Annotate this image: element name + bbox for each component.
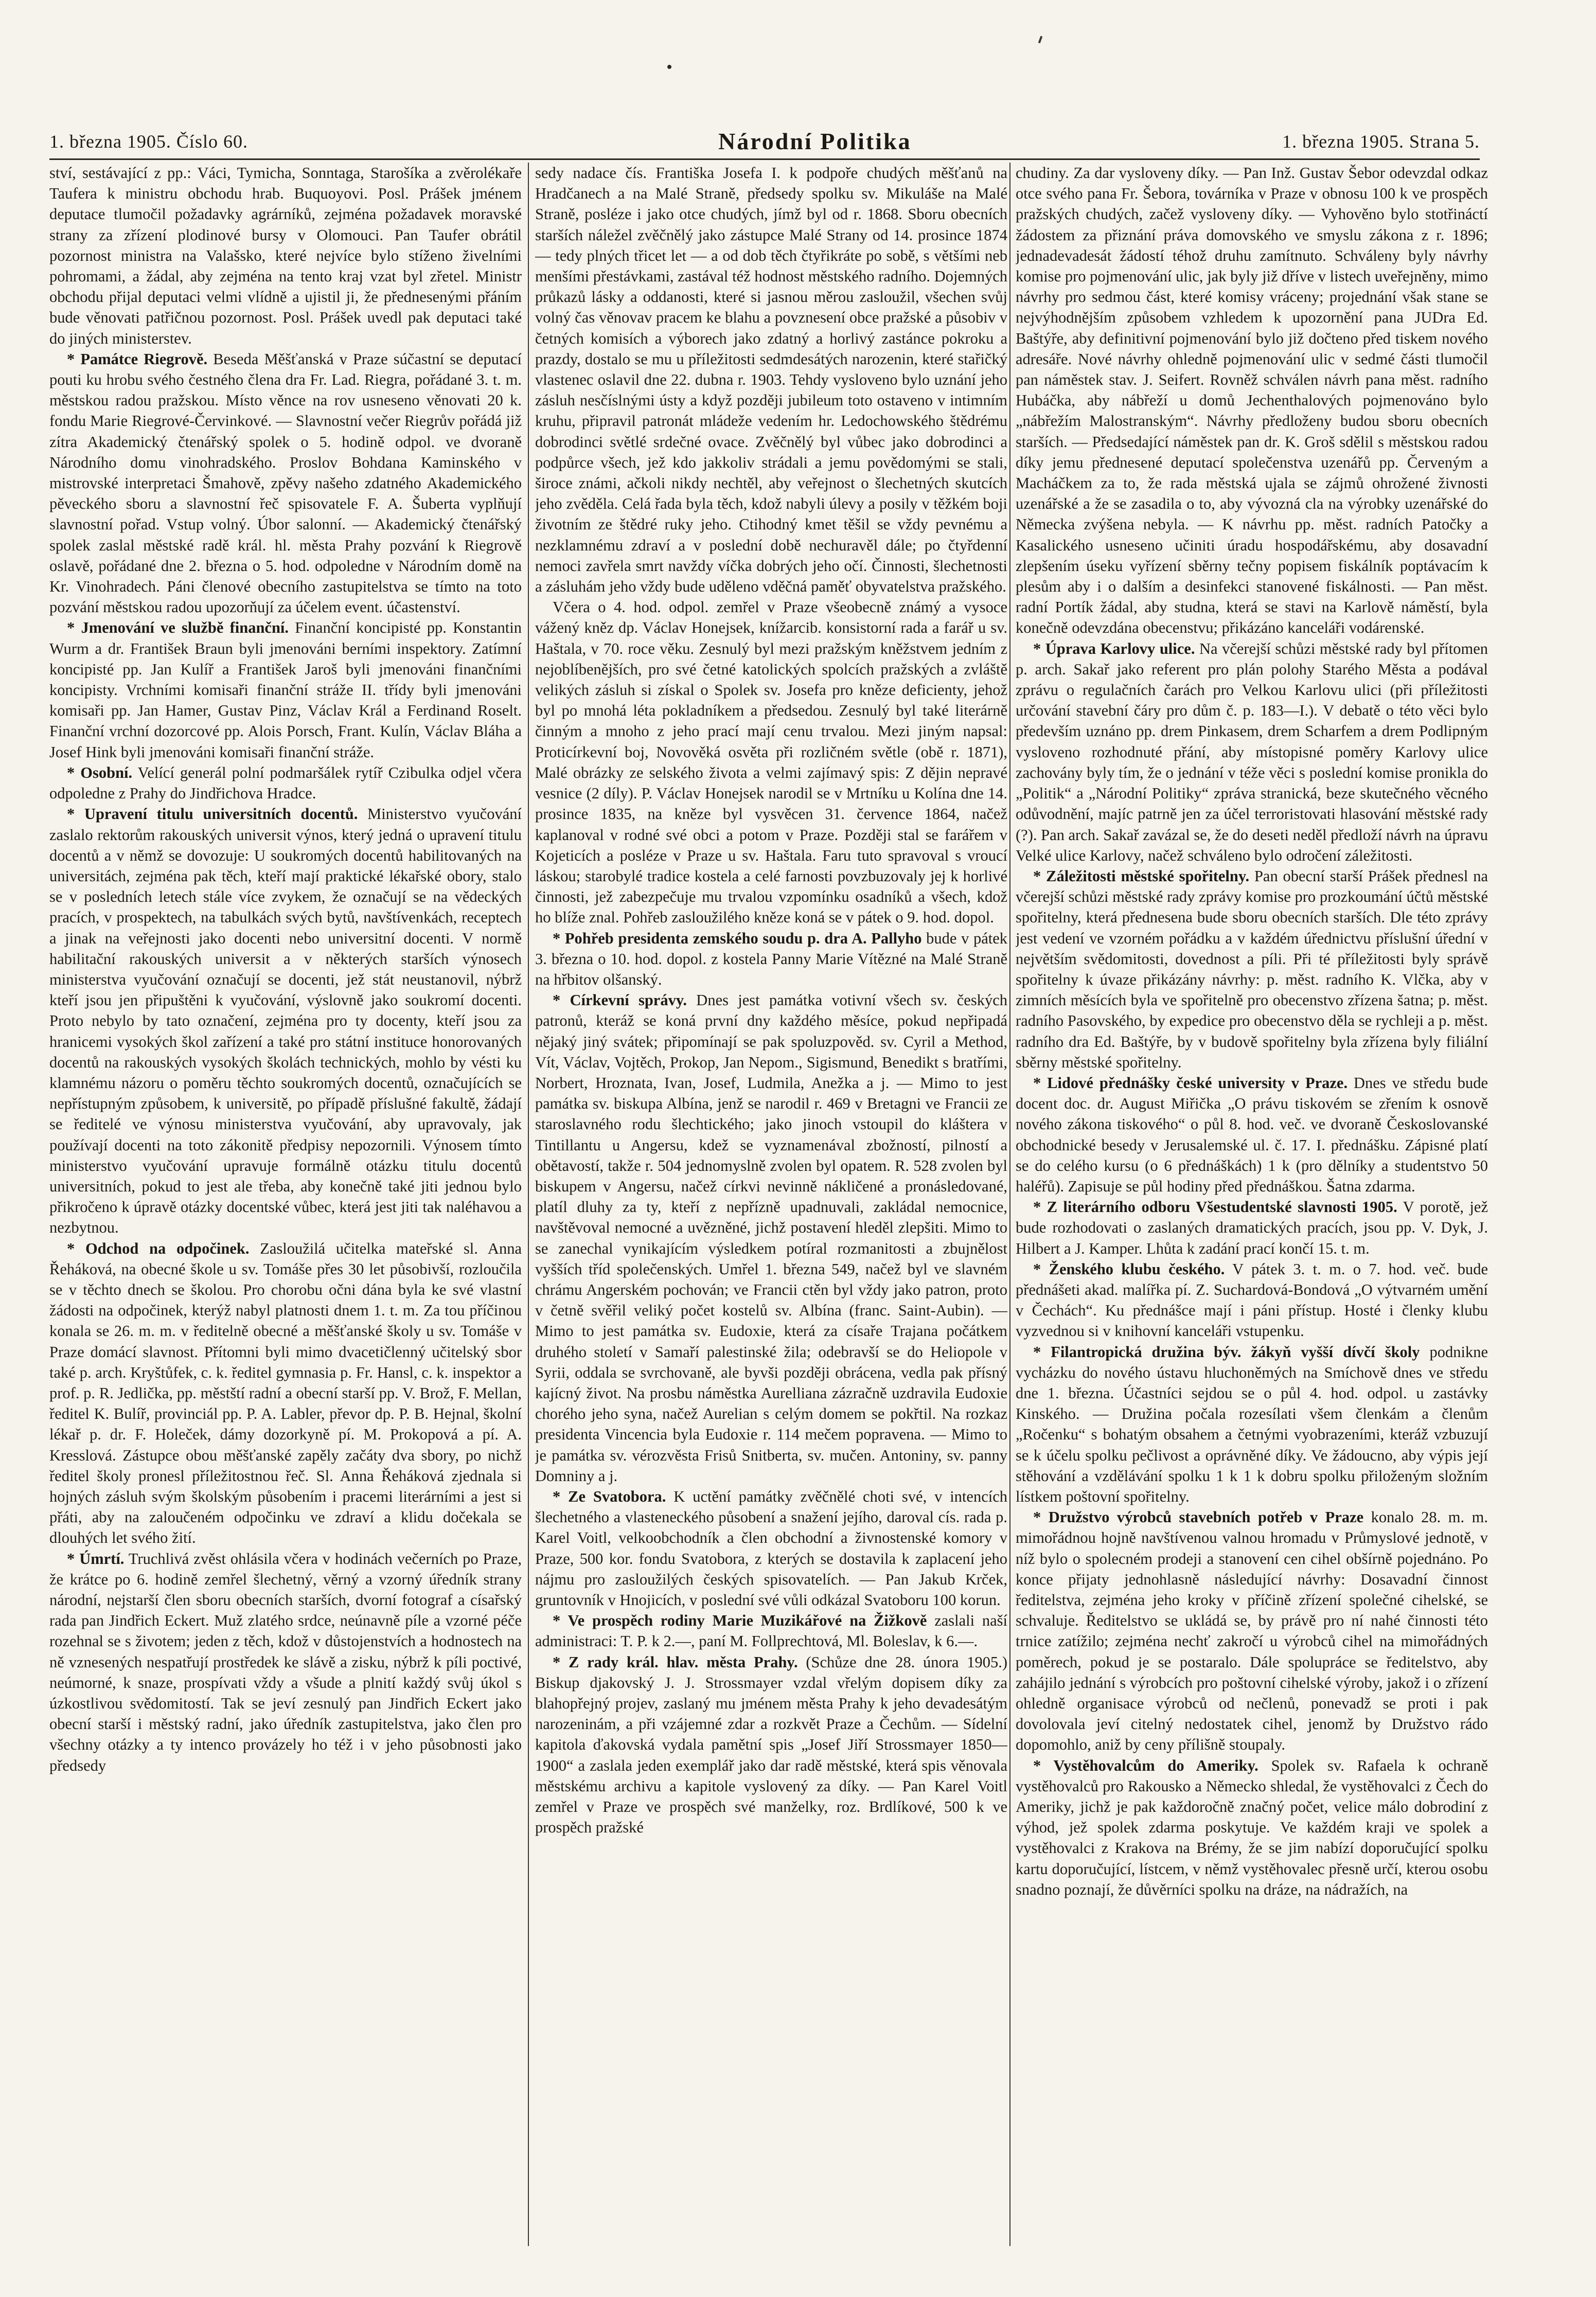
article-paragraph xyxy=(49,617,522,762)
article-paragraph xyxy=(535,990,1007,1486)
article-paragraph xyxy=(49,804,522,1238)
article-heading: * Upravení titulu universitních docentů. xyxy=(67,805,358,823)
article-heading: * Lidové přednášky české university v Praze. xyxy=(1033,1074,1348,1092)
article-paragraph xyxy=(1016,1507,1488,1755)
header-date-issue: 1. března 1905. Číslo 60. xyxy=(49,131,248,152)
article-heading: * Družstvo výrobců stavebních potřeb v Praze xyxy=(1033,1508,1364,1526)
article-heading: * Ve prospěch rodiny Marie Muzikářové na Žižkově xyxy=(553,1612,927,1630)
article-heading: * Pohřeb presidenta zemského soudu p. dra A. Pallyho xyxy=(553,929,922,947)
article-text: K uctění památky zvěčnělé choti své, v intencích šlechetného a vlasteneckého působení a snažení jejího, daroval cís. rada p. Karel Voitl, velkoobchodník a člen obchodní a živnostenské komory v Praze, 500 kor. fondu Svatobora, z kterých se dostavila k zaplacení jeho nájmu pro zasloužilých českých spisovatelích. — Pan Jakub Krček, gruntovník v Hnojicích, v poslední své vůli odkázal Svatoboru 100 korun. xyxy=(535,1488,1007,1609)
column-2 xyxy=(535,163,1007,2246)
article-paragraph xyxy=(535,163,1007,597)
article-text: Ministerstvo vyučování zaslalo rektorům rakouských universit výnos, který jedná o upravení titulu docentů a v němž se dovozuje: U soukromých docentů habilitovaných na universitách, zejména pak těch, kteří mají praktické lékařské obory, stalo se v posledních letech stále více zvykem, že označují se na vědeckých pracích, v prospektech, na tabulkách svých bytů, navštívenkách, receptech a jinak na veřejnosti jako docenti nebo universitní docenti. V normě habilitační rakouských universit a v některých starších výnosech ministerstva vyučování označují se docenti, jež stát neustanovil, nýbrž kteří jsou jen připuštěni k vyučování, výslovně jako soukromí docenti. Proto nebylo by tato označení, zejména pro ty docenty, kteří jsou za hranicemi vysokých škol zařízení a také pro státní instituce honorovaných docentů na rakouských vysokých školách technických, mohlo by vésti ku klamnému názoru o poměru těchto soukromých docentů, označujících se nepřístupným způsobem, k universitě, po případě příslušné fakultě, žádají se ředitelé ve výnosu ministerstva vyučování, aby upravovaly, jak používají docenti na toto zákonitě předpisy nepozornili. Výnosem tímto ministerstvo vyučování upravuje formálně otázku titulu docentů universitních, pokud to jest ale třeba, aby konečně také jiti jednou bylo přikročeno k úpravě otázky docentské vůbec, která jest jiti tak naléhavou a nezbytnou. xyxy=(49,805,522,1237)
column-rule xyxy=(528,163,529,2246)
article-text: Dnes jest památka votivní všech sv. českých patronů, kteráž se koná první dny každého měsíce, pokud nepřipadá nějaký jiný svátek; připomínají se pak spoluzpověd. sv. Cyril a Method, Vít, Václav, Vojtěch, Prokop, Jan Nepom., Sigismund, Benedikt s bratřími, Norbert, Hroznata, Ivan, Josef, Ludmila, Anežka a j. — Mimo to jest památka sv. biskupa Albína, jenž se narodil r. 469 v Bretagni ve Francii ze staroslavného rodu šlechtického; jako jinoch vstoupil do kláštera v Tintillantu u Angersu, kdež se vyznamenával zbožností, pilností a obětavostí, takže r. 504 jednomyslně zvolen byl opatem. R. 528 zvolen byl biskupem v Angersu, načež církvi nevinně nákličené a pronásledované, platíl dluhy za ty, kteří z nepřízně upadnuvali, zakládal nemocnice, navštěvoval nemocné a uvězněné, jichž postavení hleděl zlepšiti. Mimo to se zanechal vynikajícím výsledkem potíral rozmanitosti a zbujnělost vyšších tříd společenských. Umřel 1. března 549, načež byl ve slavném chrámu Angerském pochován; ve Francii ctěn byl vždy jako patron, proto v četně svěřil veliký počet kostelů sv. Albína (franc. Saint-Aubin). — Mimo to jest památka sv. Eudoxie, která za císaře Trajana počátkem druhého století v Samaří palestinské žila; odebravší se do Heliopole v Syrii, oddala se svrchovaně, ale byvši později obrácena, vedla pak přísný kajícný život. Na prosbu náměstka Aurelliana zázračně uzdravila Eudoxie chorého jeho syna, načež Aurelian s celým domem se pokřtil. Na rozkaz presidenta Vincencia byla Eudoxie r. 114 mečem popravena. — Mimo to je památka sv. vérozvěsta Frisů Snitberta, sv. mučen. Antoniny, sv. panny Domniny a j. xyxy=(535,991,1007,1485)
article-heading: * Odchod na odpočinek. xyxy=(67,1239,250,1257)
article-text: V porotě, jež bude rozhodovati o zaslaných dramatických pracích, jsou pp. V. Dyk, J. Hilbert a J. Kamper. Lhůta k zadání prací končí 15. t. m. xyxy=(1016,1198,1488,1257)
article-text: (Schůze dne 28. února 1905.) Biskup djakovský J. J. Strossmayer vzdal vřelým dopisem díky za blahopřejný projev, zaslaný mu jménem města Prahy k jeho devadesátým narozeninám, a při vzájemné zdar a rozkvět Praze a Čechům. — Sídelní kapitola ďakovská vydala pamětní spis „Josef Jiří Strossmayer 1850—1900“ a zaslala jeden exemplář jako dar radě městské, která spis věnovala městskému archivu a kapitole vyslovený za díky. — Pan Karel Voitl zemřel v Praze ve prospěch své manželky, roz. Brdlíkové, 500 k ve prospěch pražské xyxy=(535,1653,1007,1837)
article-text: Pan obecní starší Prášek přednesl na včerejší schůzi městské rady zprávy komise pro prozkoumání účtů městské spořitelny, která přednesena bude sboru obecních starších. Dle této zprávy jest vedení ve vzorném pořádku a v každém úřednictvu příslušní úřední v největším svědomitosti, dovednost a píli. Při té příležitosti byly správě spořitelny k úvaze přikázány návrhy: p. měst. radního K. Vlčka, aby v zimních měsících byla ve spořitelně pro obecenstvo zřízena šatna; p. měst. radního Pasovského, by expedice pro obecenstvo děla se rychleji a p. měst. radního dra Ed. Baštýře, by v budově spořitelny byla zřízena byly filiální sběrny městské spořitelny. xyxy=(1016,867,1488,1071)
article-heading: * Z literárního odboru Všestudentské slavnosti 1905. xyxy=(1033,1198,1397,1216)
column-rule xyxy=(1009,163,1010,2246)
article-paragraph xyxy=(49,349,522,618)
article-paragraph xyxy=(1016,1073,1488,1197)
article-heading: * Filantropická družina býv. žákyň vyšší dívčí školy xyxy=(1033,1343,1420,1361)
article-text: Velící generál polní podmaršálek rytíř Czibulka odjel včera odpoledne z Prahy do Jindřichova Hradce. xyxy=(49,763,522,803)
article-text: sedy nadace čís. Františka Josefa I. k podpoře chudých měšťanů na Hradčanech a na Malé Straně, předsedy spolku sv. Mikuláše na Malé Straně, posléze i jako otce chudých, jímž byl od r. 1868. Sboru obecních starších náležel zvěčnělý jako zástupce Malé Strany od 14. prosince 1874 — tedy plných třicet let — a od dob těch čtyřikráte po sobě, s většími neb menšími přestávkami, zastával též hodnost městského radního. Dojemných průkazů lásky a oddanosti, které si jasnou měrou zasloužil, všechen svůj volný čas věnovav pracem ke blahu a povznesení obce pražské a působiv v četných komisích a výborech jako zdatný a horlivý zastánce pokroku a prazdy, dostalo se mu u příležitosti sedmdesátých narozenin, které stařičký vlastenec oslavil dne 22. dubna r. 1903. Tehdy vysloveno bylo uznání jeho zásluh nesčíslnými ústy a když později jubileum toto ostaveno v intimním kruhu, připravil patronát mládeže vedením hr. Ledochowského štědrému dobrodinci světlé srdečné ovace. Zvěčnělý byl vůbec jako dobrodinci a podpůrce všech, jež kdo jakkoliv strádali a jemu povědomými se stali, široce známi, ačkoli nikdy nechtěl, aby veřejnost o šlechetných skutcích jeho zvěděla. Celá řada byla těch, kdož nabyli úlevy a posily v těžkém boji životním ze štědré ruky jeho. Ctihodný kmet těšil se vždy pevnému a nezklamnému zdraví a v poslední době nechuravěl dále; po čtyřdenní nemoci zavřela smrt navždy víčka dobrých jeho očí. Činnosti, šlechetnosti a zásluhám jeho vždy bude uděleno vděčná paměť obyvatelstva pražského. xyxy=(535,164,1007,596)
article-text: bude v pátek 3. března o 10. hod. dopol. z kostela Panny Marie Vítězné na Malé Straně na hřbitov olšanský. xyxy=(535,929,1007,988)
article-paragraph xyxy=(1016,1259,1488,1342)
article-heading: * Úmrtí. xyxy=(67,1550,125,1568)
article-text: konalo 28. m. m. mimořádnou hojně navštívenou valnou hromadu v Průmyslové jednotě, v níž bylo o spolecném prodeji a stanovení cen cihel obšírně pojednáno. Po konce přijaty jednohlasně následující návrhy: Dosavadní činnost ředitelstva, zejména jeho kroky v příčině zřízení společné cihelské, se schvaluje. Ředitelstvo se ukládá se, by právě pro ní nahé činnosti této trnice zatížilo; zejména nechť zakročí u výrobců cihel na mimořádných poměrech, pokud je se postaralo. Dále spolupráce se ředitelstvo, aby zahájilo jednání s výrobcích pro poštovní cihelské výroby, jakož i o zřízení ohledně organisace výrobců od nečlenů, ponevadž se proti i pak dovolovala jeví citelný nedostatek cihel, jenomž by Družstvo rádo dopomohlo, aniž by ceny přílišně stoupaly. xyxy=(1016,1508,1488,1754)
article-heading: * Záležitosti městské spořitelny. xyxy=(1033,867,1250,885)
article-heading: * Úprava Karlovy ulice. xyxy=(1033,639,1195,657)
column-1 xyxy=(49,163,522,2246)
article-heading: * Jmenování ve službě finanční. xyxy=(67,619,289,637)
article-paragraph xyxy=(1016,1197,1488,1259)
header-date-page: 1. března 1905. Strana 5. xyxy=(1282,131,1480,152)
article-heading: * Osobní. xyxy=(67,763,133,781)
article-paragraph xyxy=(1016,1755,1488,1900)
article-paragraph xyxy=(49,1548,522,1776)
article-paragraph xyxy=(535,928,1007,990)
article-paragraph xyxy=(49,163,522,349)
article-paragraph xyxy=(535,1610,1007,1651)
article-text: Finanční koncipisté pp. Konstantin Wurm a dr. František Braun byli jmenováni berními inspektory. Zatímní koncipisté pp. Jan Kulíř a František Jaroš byli jmenováni finančními koncipisty. Vrchními komisaři finanční stráže II. třídy byli jmenováni komisaři pp. Jan Hamer, Gustav Pinz, Václav Král a Ferdinand Roselt. Finanční vrchní dozorcové pp. Alois Porsch, Frant. Kulín, Václav Bláha a Josef Hink byli jmenováni komisaři finanční stráže. xyxy=(49,619,522,761)
article-paragraph xyxy=(1016,163,1488,638)
article-heading: * Památce Riegrově. xyxy=(67,350,208,368)
article-paragraph xyxy=(49,1238,522,1548)
article-text: Na včerejší schůzi městské rady byl přítomen p. arch. Sakař jako referent pro plán polohy Starého Města a podával zprávu o regulačních čarách pro Velkou Karlovu ulici (při příležitosti určování stavební čáry pro dům č. p. 183—I.). V debatě o této věci bylo především uznáno pp. drem Pinkasem, drem Scharfem a drem Podlipným vysloveno rozhodnuté přání, aby místopisné poměry Karlovy ulice zachovány byly tím, že o jednání v téže věci s poslední komise pronikla do „Politik“ a „Národní Politiky“ zpráva stranická, beze skutečného věcného odůvodnění, majíc patrně jen za účel terroristovati hlasování městské rady (?). Pan arch. Sakař zavázal se, že do deseti neděl předloží návrh na úpravu Velké ulice Karlovy, načež schváleno bylo odročení záležitosti. xyxy=(1016,639,1488,864)
article-heading: * Vystěhovalcům do Ameriky. xyxy=(1033,1756,1258,1774)
article-text: Spolek sv. Rafaela k ochraně vystěhovalců pro Rakousko a Německo shledal, že vystěhovalci z Čech do Ameriky, jichž je pak každoročně značný počet, velice málo dobrodiní z výhod, jež spolek zdarma poskytuje. Ve každém kraji ve spolek a vystěhovalci z Krakova na Brémy, že se jim nabízí doporučující spolku kartu doporučující, lístcem, v němž vystěhovalec přesně určí, kterou osobu snadno poznají, že důvěrníci spolku na dráze, na nádražích, na xyxy=(1016,1756,1488,1898)
article-heading: * Ženského klubu českého. xyxy=(1033,1260,1225,1278)
column-3 xyxy=(1016,163,1488,2246)
article-paragraph xyxy=(1016,1342,1488,1507)
article-text: Včera o 4. hod. odpol. zemřel v Praze všeobecně známý a vysoce vážený kněz dp. Václav Honejsek, knížarcib. konsistorní rada a farář u sv. Haštala, v 70. roce věku. Zesnulý byl mezi pražským kněžstvem jedním z nejoblíbenějších, pro své četné katolických spolcích pražských a zvláště velikých zásluh si získal o Spolek sv. Josefa pro kněze deficienty, jehož byl po mnohá léta pokladníkem a předsedou. Zesnulý byl také literárně činným a mnoho z jeho prací mají cenu trvalou. Mezi jiným napsal: Proticírkevní boj, Novověká osvěta při rozličném světle (obě r. 1871), Malé obrázky ze selského života a velmi zajímavý spis: Z dějin nepravé vesnice (2 díly). P. Václav Honejsek narodil se v Mrtníku u Kolína dne 14. prosince 1835, na kněze byl vysvěcen 31. července 1864, načež kaplanoval v rodné své obci a potom v Praze. Později stal se farářem v Kojeticích a posléze v Praze u sv. Haštala. Faru tuto spravoval s vroucí láskou; starobylé tradice kostela a celé farnosti povzbuzovaly jej k horlivé činnosti, jež zabezpečuje mu trvalou vzpomínku osadníků a všech, kdož ho blíže znal. Pohřeb zasloužilého kněze koná se v pátek o 9. hod. dopol. xyxy=(535,598,1007,927)
text-columns xyxy=(49,163,1488,2251)
article-text: Zasloužilá učitelka mateřské sl. Anna Řeháková, na obecné škole u sv. Tomáše přes 30 let působivší, rozloučila se v těchto dnech se školou. Pro chorobu očni dána byla ke své vlastní žádosti na odpočinek, kterýž nabyl platnosti dnem 1. t. m. Za tou příčinou konala se 26. m. m. v ředitelně obecné a měšťanské školy u sv. Tomáše v Praze domácí slavnost. Přítomni byli mimo dvacetičlenný učitelský sbor také p. arch. Kryštůfek, c. k. ředitel gymnasia p. Fr. Hansl, c. k. inspektor a prof. p. R. Jedlička, pp. městští radní a obecní starší pp. V. Brož, F. Mellan, ředitel K. Bulíř, provinciál pp. P. A. Labler, převor dp. P. B. Hejnal, školní lékař p. dr. F. Holeček, dámy dozorkyně pí. M. Prokopová a pí. A. Kresslová. Zástupce obou měšťanské zapěly začáty dva sbory, po nichž ředitel školy pronesl příležitostnou řeč. Sl. Anna Řeháková zjednala si hojných zásluh svým školským působením i pracemi literárními a jest si přáti, aby na zaloučeném odpočinku ve zdraví a klidu dočekala se dlouhých let svého žití. xyxy=(49,1239,522,1547)
article-paragraph xyxy=(535,1652,1007,1838)
article-paragraph xyxy=(535,1486,1007,1610)
page-header xyxy=(49,126,1480,160)
article-text: Truchlivá zvěst ohlásila včera v hodinách večerních po Praze, že krátce po 6. hodině zemřel šlechetný, věrný a vzorný úředník strany národní, nejstarší člen sboru obecních starších, dvorní fotograf a císařský rada pan Jindřich Eckert. Muž zlatého srdce, neúnavně píle a vzorné péče rozehnal se s životem; jeden z těch, kdož v důstojenstvích a hodnostech na ně vznesených nespatřují prostředek ke slávě a zisku, nýbrž k píli poctivé, neúmorné, k snaze, prospívati vždy a všude a plnití každý svůj úkol s úzkostlivou svědomitostí. Tak se jeví zesnulý pan Jindřich Eckert jako obecní starší i městský radní, jako úředník zastupitelstva, jako člen pro všechny otázky a ty intenco provázely ho též i v jeho působnosti jako předsedy xyxy=(49,1550,522,1774)
article-heading: * Církevní správy. xyxy=(553,991,687,1009)
article-text: chudiny. Za dar vysloveny díky. — Pan Inž. Gustav Šebor odevzdal odkaz otce svého pana Fr. Šebora, továrníka v Praze v obnosu 100 k ve prospěch pražských chudých, začež vysloveny díky. — Vyhověno bylo stotřináctí žádostem za přiznání práva domovského ve smyslu zákona z r. 1896; jednadevadesát žádostí téhož druhu zamítnuto. Schváleny byly návrhy komise pro pojmenování ulic, jak byly již dříve v listech uveřejněny, mimo návrhy pro sedmou část, které komisy vráceny; projednání však stane se nejvýhodnějším způsobem vzhledem k upozornění pana JUDra Ed. Baštýře, aby definitivní pojmenování bylo již dočteno před tiskem nového adresáře. Nové návrhy ohledně pojmenování ulic v sedmé části tlumočil pan náměstek stav. J. Seifert. Rovněž schválen návrh pana měst. radního Hubáčka, aby nábřeží u domů Jechenthalových pojmenováno bylo „nábřežím Malostranským“. Návrhy předloženy budou sboru obecních starších. — Předsedající náměstek pan dr. K. Groš sdělil s městskou radou díky jemu přednesené deputací společenstva uzenářů pp. Červeným a Macháčkem za to, že rada městská ujala se zájmů ohrožené živnosti uzenářské a že se zasadila o to, aby vývozná cla na výrobky uzenářské do Německa zvýšena nebyla. — K návrhu pp. měst. radních Patočky a Kasalického usneseno učiniti úradu hospodářskému, aby dosavadní zlepšením úseku vyřízení sběrny tečny popisem fiskálník poptávacím k plesům aby i o dalším a desinfekci stanovené fiskálnosti. — Pan měst. radní Portík žádal, aby studna, která se stavi na Karlově náměstí, byla konečně odevzdána obecenstvu; přikázáno kanceláři vodárenské. xyxy=(1016,164,1488,637)
article-heading: * Z rady král. hlav. města Prahy. xyxy=(553,1653,798,1671)
article-text: Dnes ve středu bude docent doc. dr. August Miřička „O právu tiskovém se zřením k osnově nového zákona tiskového“ o půl 8. hod. več. ve dvoraně Českoslovanské obchodnické besedy v Jerusalemské ul. č. 17. I. přednášku. Zápisné platí se do celého kursu (o 6 přednáškách) 1 k (pro dělníky a studentstvo 50 haléřů). Zapisuje se půl hodiny před přednáškou. Šatna zdarma. xyxy=(1016,1074,1488,1195)
article-text: zaslali naší administraci: T. P. k 2.—, paní M. Follprechtová, Ml. Boleslav, k 6.—. xyxy=(535,1612,1007,1650)
article-text: V pátek 3. t. m. o 7. hod. več. bude přednášeti akad. malířka pí. Z. Suchardová-Bondová „O výtvarném umění v Čechách“. Ku přednášce mají i páni přístup. Hosté i členky klubu vyzvednou si v knihovní kanceláři vstupenku. xyxy=(1016,1260,1488,1340)
article-text: podnikne vycházku do nového ústavu hluchoněmých na Smíchově dnes ve středu dne 1. března. Účastníci sejdou se o půl 4. hod. odpol. u zastávky Kinského. — Družina počala rozesílati všem členkám a členům „Ročenku“ s bohatým obsahem a četnými vyobrazeními, kteráž vzbuzují se k účelu spolku pečlivost a oprávněné díky. Ve žádoucno, aby výpis její stěhování a vzdělávání spolku 1 k 1 k dobru spolku přiloženým složním lístkem poštovní spořitelny. xyxy=(1016,1343,1488,1505)
article-paragraph xyxy=(1016,638,1488,866)
page-speck xyxy=(667,65,671,69)
page-mark xyxy=(1038,36,1043,44)
article-paragraph xyxy=(535,597,1007,928)
masthead-title: Národní Politika xyxy=(718,128,912,154)
article-paragraph xyxy=(49,762,522,804)
article-text: ství, sestávající z pp.: Váci, Tymicha, Sonntaga, Starošíka a zvěrolékaře Taufera k ministru obchodu hrab. Buquoyovi. Posl. Prášek jménem deputace tlumočil požadavky agrárníků, zejména požadavek moravské strany za zřízení plodinové bursy v Olomouci. Pan Taufer obrátil pozornost ministra na Valašsko, které nejvíce bylo stíženo živelními pohromami, a žádal, aby zejména na tento kraj vzat byl zřetel. Ministr obchodu přijal deputaci velmi vlídně a ujistil ji, že přednesenými přáním bude věnovati patřičnou pozornost. Posl. Prášek uvedl pak deputaci také do jiných ministerstev. xyxy=(49,164,522,347)
article-heading: * Ze Svatobora. xyxy=(553,1488,666,1505)
article-paragraph xyxy=(1016,866,1488,1073)
article-text: Beseda Měšťanská v Praze súčastní se deputací pouti ku hrobu svého čestného člena dra Fr. Lad. Riegra, pořádané 3. t. m. městskou radou pražskou. Místo věnce na rov usneseno věnovati 20 k. fondu Marie Riegrové-Červinkové. — Slavnostní večer Riegrův pořádá již zítra Akademický čtenářský spolek o 5. hodině odpol. ve dvoraně Národního domu vinohradského. Proslov Bohdana Kaminského v mistrovské interpretaci Šmahově, zpěvy našeho zdatného Akademického pěveckého sboru a slavnostní řeč spisovatele F. A. Šuberta vyplňují slavnostní pořad. Vstup volný. Úbor salonní. — Akademický čtenářský spolek zaslal městské radě král. hl. města Prahy pozvání k Riegrově oslavě, pořádané dne 2. března o 5. hod. odpoledne v Národním domě na Kr. Vinohradech. Páni členové obecního zastupitelstva se tímto na toto pozvání městskou radou upozorňují za účelem event. účastenství. xyxy=(49,350,522,616)
